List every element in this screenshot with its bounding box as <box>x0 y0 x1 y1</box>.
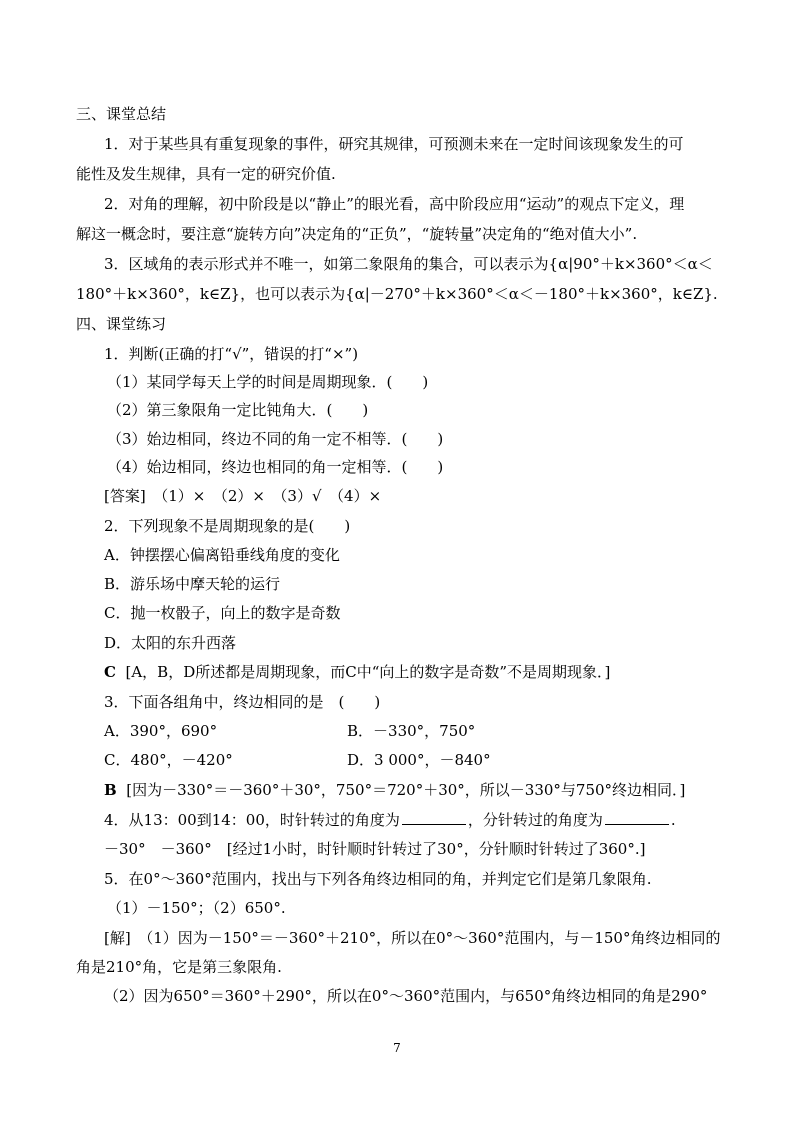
q5-stem: 5．在0°～360°范围内，找出与下列各角终边相同的角，并判定它们是第几象限角. <box>104 870 652 888</box>
q2-option-a: A．钟摆摆心偏离铅垂线角度的变化 <box>104 546 340 564</box>
summary-point-3-line-1: 3．区域角的表示形式并不唯一，如第二象限角的集合，可以表示为{α|90°＋k×360°＜α＜ <box>104 255 713 273</box>
q1-answer: [答案] （1）× （2）× （3）√ （4）× <box>104 487 382 505</box>
q3-answer-text: [因为－330°＝－360°＋30°，750°＝720°＋30°，所以－330°与750°终边相同．] <box>126 781 686 799</box>
summary-point-3-line-2: 180°＋k×360°，k∈Z}，也可以表示为{α|－270°＋k×360°＜α＜－180°＋k×360°，k∈Z}. <box>76 285 718 303</box>
q3-stem: 3．下面各组角中，终边相同的是 ( ) <box>104 693 381 711</box>
q3-option-d: D．3 000°，－840° <box>347 751 491 769</box>
q2-answer-text: [A，B，D所述都是周期现象，而C中“向上的数字是奇数”不是周期现象．] <box>125 663 611 681</box>
q4-stem-part-2: ，分针转过的角度为 <box>467 811 603 829</box>
section-heading-summary: 三、课堂总结 <box>76 105 167 123</box>
q3-option-b: B．－330°，750° <box>347 722 476 740</box>
q5-solution-1-line-2: 角是210°角，它是第三象限角. <box>76 958 282 976</box>
page-number: 7 <box>393 1041 401 1055</box>
q4-blank-1 <box>402 810 466 825</box>
q3-option-c: C．480°，－420° <box>104 751 233 769</box>
summary-point-2-line-2: 解这一概念时，要注意“旋转方向”决定角的“正负”，“旋转量”决定角的“绝对值大小”. <box>76 225 638 243</box>
q5-solution-2-line-1: （2）因为650°＝360°＋290°，所以在0°～360°范围内，与650°角终边相同的角是290° <box>104 987 708 1005</box>
q2-answer <box>104 662 610 682</box>
q2-answer-letter: C <box>104 663 116 681</box>
q4-stem-part-3: . <box>670 811 676 829</box>
q4-blank-2 <box>605 810 669 825</box>
q5-parts: （1）－150°；（2）650°. <box>107 899 286 917</box>
section-heading-practice: 四、课堂练习 <box>76 315 167 333</box>
q3-answer-letter: B <box>104 781 117 799</box>
q2-option-d: D．太阳的东升西落 <box>104 634 237 652</box>
q3-option-a: A．390°，690° <box>104 722 218 740</box>
q1-item-3: （3）始边相同，终边不同的角一定不相等．( ) <box>107 430 444 448</box>
q4-answer: －30° －360° [经过1小时，时针顺时针转过了30°，分针顺时针转过了360°.] <box>104 840 646 858</box>
q2-option-c: C．抛一枚骰子，向上的数字是奇数 <box>104 604 341 622</box>
q4-stem-part-1: 4．从13：00到14：00，时针转过的角度为 <box>104 811 400 829</box>
q4-stem <box>104 810 676 830</box>
q3-answer <box>104 780 685 800</box>
q1-item-2: （2）第三象限角一定比钝角大．( ) <box>107 401 369 419</box>
summary-point-1-line-2: 能性及发生规律，具有一定的研究价值. <box>76 165 336 183</box>
q1-item-4: （4）始边相同，终边也相同的角一定相等．( ) <box>107 458 444 476</box>
summary-point-2-line-1: 2．对角的理解，初中阶段是以“静止”的眼光看，高中阶段应用“运动”的观点下定义，理 <box>104 195 685 213</box>
q1-item-1: （1）某同学每天上学的时间是周期现象．( ) <box>107 373 429 391</box>
summary-point-1-line-1: 1．对于某些具有重复现象的事件，研究其规律，可预测未来在一定时间该现象发生的可 <box>104 135 684 153</box>
q2-option-b: B．游乐场中摩天轮的运行 <box>104 575 281 593</box>
q5-solution-1-line-1: [解] （1）因为－150°＝－360°＋210°，所以在0°～360°范围内，与－150°角终边相同的 <box>104 929 721 947</box>
q1-stem: 1．判断(正确的打“√”，错误的打“×”) <box>104 345 359 363</box>
q2-stem: 2．下列现象不是周期现象的是( ) <box>104 517 351 535</box>
